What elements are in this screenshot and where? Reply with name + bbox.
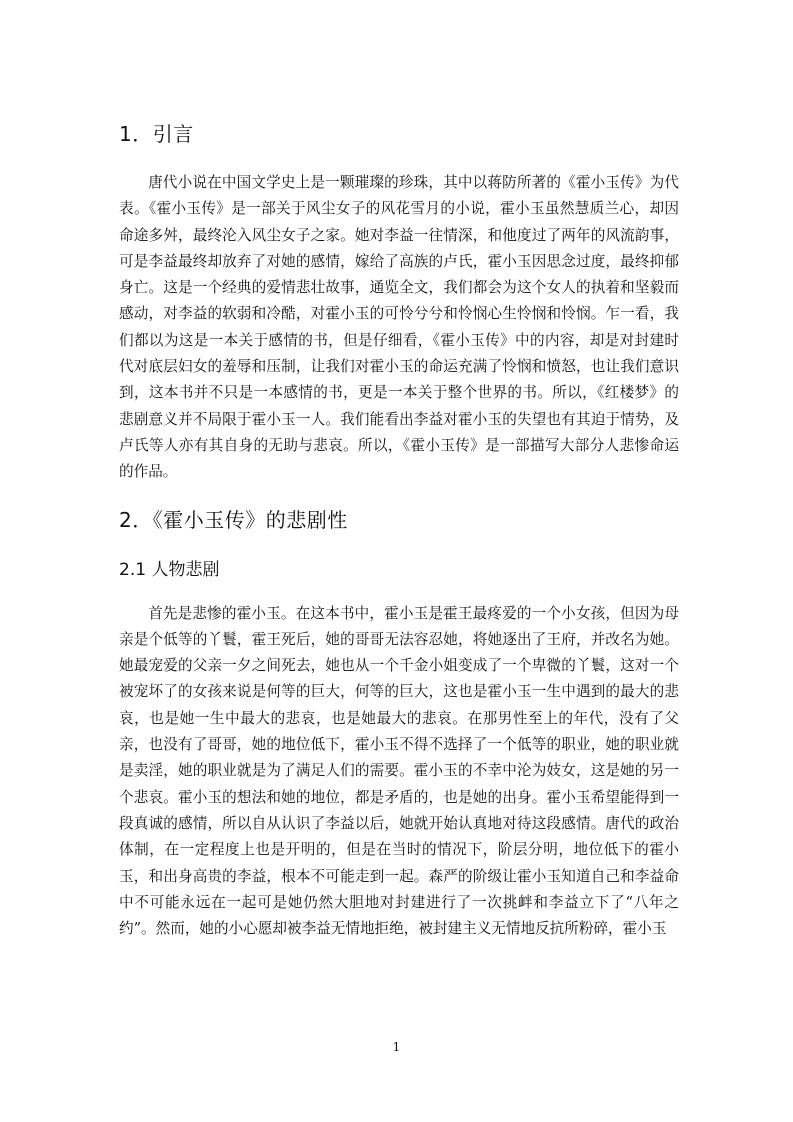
- section-1-heading: 1．引言: [119, 122, 194, 146]
- section-1-paragraph: 唐代小说在中国文学史上是一颗璀璨的珍珠，其中以蒋防所著的《霍小玉传》为代表。《霍小玉传》是一部关于风尘女子的风花雪月的小说，霍小玉虽然慧质兰心，却因命途多舛，最终沦入风尘女子之家。她对李益一往情深，和他度过了两年的风流韵事，可是李益最终却放弃了对她的感情，嫁给了高族的卢氏，霍小玉因思念过度，最终抑郁身亡。这是一个经典的爱情悲壮故事，通览全文，我们都会为这个女人的执着和坚毅而感动，对李益的软弱和冷酷，对霍小玉的可怜兮兮和怜悯心生怜悯和怜悯。乍一看，我们都以为这是一本关于感情的书，但是仔细看，《霍小玉传》中的内容，却是对封建时代对底层妇女的羞辱和压制，让我们对霍小玉的命运充满了怜悯和愤怒，也让我们意识到，这本书并不只是一本感情的书，更是一本关于整个世界的书。所以，《红楼梦》的悲剧意义并不局限于霍小玉一人。我们能看出李益对霍小玉的失望也有其迫于情势，及卢氏等人亦有其自身的无助与悲哀。所以，《霍小玉传》是一部描写大部分人悲惨命运的作品。: [119, 174, 679, 481]
- section-2-1-heading: 2.1 人物悲剧: [119, 559, 220, 580]
- page-number: 1: [392, 1040, 401, 1054]
- section-2-heading: 2．《霍小玉传》的悲剧性: [119, 507, 348, 532]
- section-2-1-paragraph: 首先是悲惨的霍小玉。在这本书中，霍小玉是霍王最疼爱的一个小女孩，但因为母亲是个低等的丫鬟，霍王死后，她的哥哥无法容忍她，将她逐出了王府，并改名为她。她最宠爱的父亲一夕之间死去，她也从一个千金小姐变成了一个卑微的丫鬟，这对一个被宠坏了的女孩来说是何等的巨大，何等的巨大，这也是霍小玉一生中遇到的最大的悲哀，也是她一生中最大的悲哀，也是她最大的悲哀。在那男性至上的年代，没有了父亲，也没有了哥哥，她的地位低下，霍小玉不得不选择了一个低等的职业，她的职业就是卖淫，她的职业就是为了满足人们的需要。霍小玉的不幸中沦为妓女，这是她的另一个悲哀。霍小玉的想法和她的地位，都是矛盾的，也是她的出身。霍小玉希望能得到一段真诚的感情，所以自从认识了李益以后，她就开始认真地对待这段感情。唐代的政治体制，在一定程度上也是开明的，但是在当时的情况下，阶层分明，地位低下的霍小玉，和出身高贵的李益，根本不可能走到一起。森严的阶级让霍小玉知道自己和李益命中不可能永远在一起可是她仍然大胆地对封建进行了一次挑衅和李益立下了“八年之约”。然而，她的小心愿却被李益无情地拒绝，被封建主义无情地反抗所粉碎，霍小玉: [119, 604, 679, 938]
- document-body: [119, 112, 679, 942]
